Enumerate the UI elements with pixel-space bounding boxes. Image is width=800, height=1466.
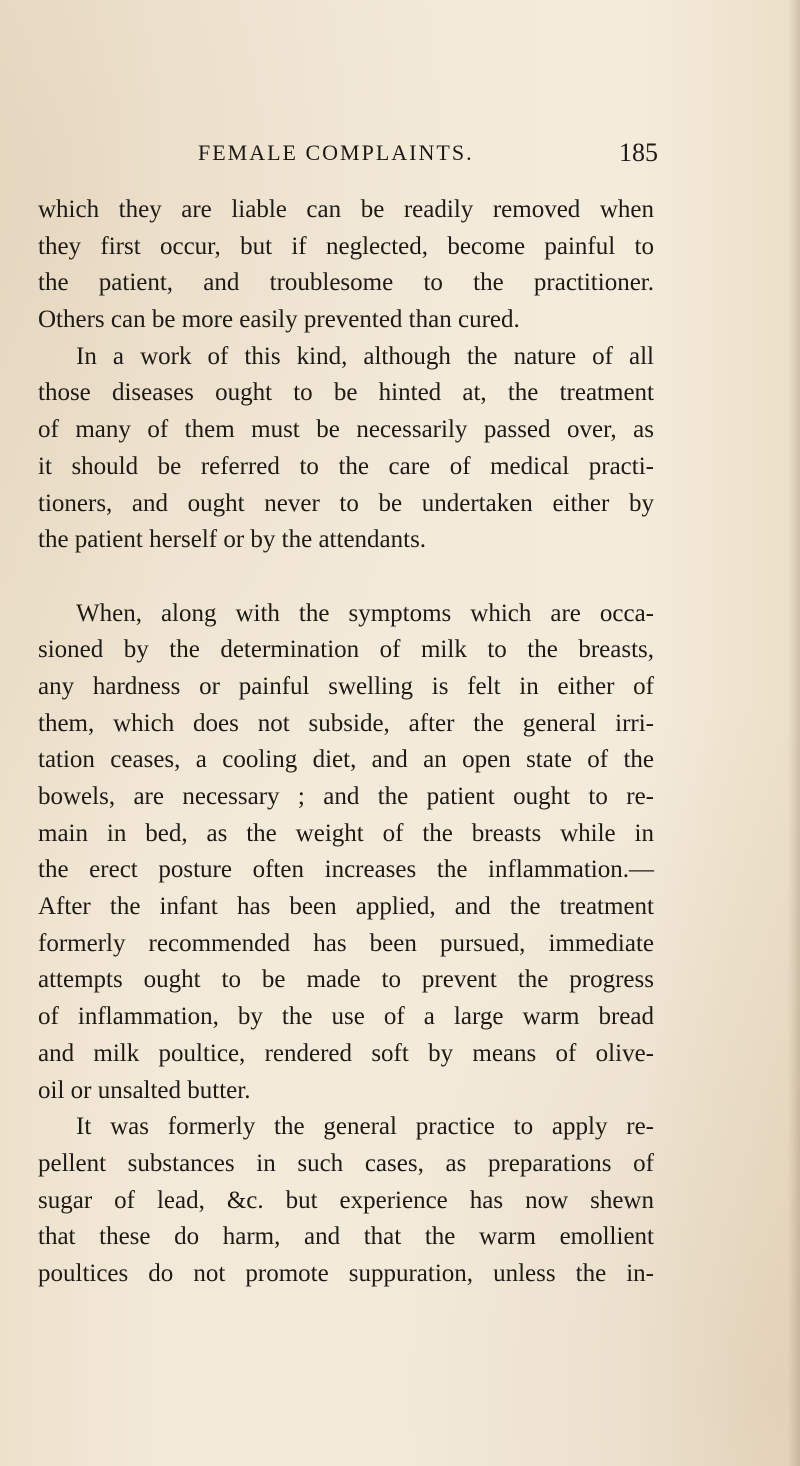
running-head: FEMALE COMPLAINTS. [198, 140, 474, 165]
text-line: the erect posture often increases the inflammation.— [38, 856, 654, 884]
text-line: any hardness or painful swelling is felt in either of [38, 672, 654, 700]
text-line: attempts ought to be made to prevent the progress [38, 966, 654, 994]
text-line: of inflammation, by the use of a large warm bread [38, 1003, 654, 1031]
page-edge-shadow [788, 0, 800, 1466]
text-line: it should be referred to the care of medical practi- [38, 452, 654, 480]
text-line: of many of them must be necessarily passed over, as [38, 416, 654, 444]
text-line: formerly recommended has been pursued, immediate [38, 929, 654, 957]
text-line: those diseases ought to be hinted at, the treatment [38, 379, 654, 407]
text-line: main in bed, as the weight of the breasts while in [38, 819, 654, 847]
text-line: poultices do not promote suppuration, unless the in- [38, 1259, 654, 1287]
text-line: pellent substances in such cases, as preparations of [38, 1149, 654, 1177]
text-line: that these do harm, and that the warm emollient [38, 1223, 654, 1251]
paragraph-2 [38, 339, 654, 559]
text-line: Others can be more easily prevented than cured. [38, 306, 520, 334]
text-line: It was formerly the general practice to apply re- [76, 1113, 654, 1141]
text-line: In a work of this kind, although the nature of all [76, 342, 654, 370]
text-line: the patient, and troublesome to the practitioner. [38, 269, 654, 297]
paragraph-1 [38, 192, 654, 339]
text-line: the patient herself or by the attendants. [38, 526, 427, 554]
text-line: tioners, and ought never to be undertaken either by [38, 489, 654, 517]
body-text [38, 192, 654, 1293]
text-line: oil or unsalted butter. [38, 1076, 251, 1104]
text-line: bowels, are necessary ; and the patient ought to re- [38, 783, 654, 810]
text-line: them, which does not subside, after the general irri- [38, 709, 654, 737]
text-line: When, along with the symptoms which are occa- [76, 599, 654, 627]
text-line: they first occur, but if neglected, become painful to [38, 232, 654, 260]
text-line: sioned by the determination of milk to the breasts, [38, 636, 654, 664]
text-line: After the infant has been applied, and the treatment [38, 893, 654, 921]
text-line: and milk poultice, rendered soft by means of olive- [38, 1039, 654, 1067]
page-number: 185 [619, 138, 658, 167]
text-line: tation ceases, a cooling diet, and an open state of the [38, 746, 654, 774]
text-line: sugar of lead, &c. but experience has now shewn [38, 1186, 654, 1214]
paragraph-gap [38, 559, 654, 596]
page-header [198, 136, 658, 170]
text-line: which they are liable can be readily removed when [38, 196, 654, 223]
paragraph-4 [38, 1109, 654, 1292]
paragraph-3 [38, 596, 654, 1110]
